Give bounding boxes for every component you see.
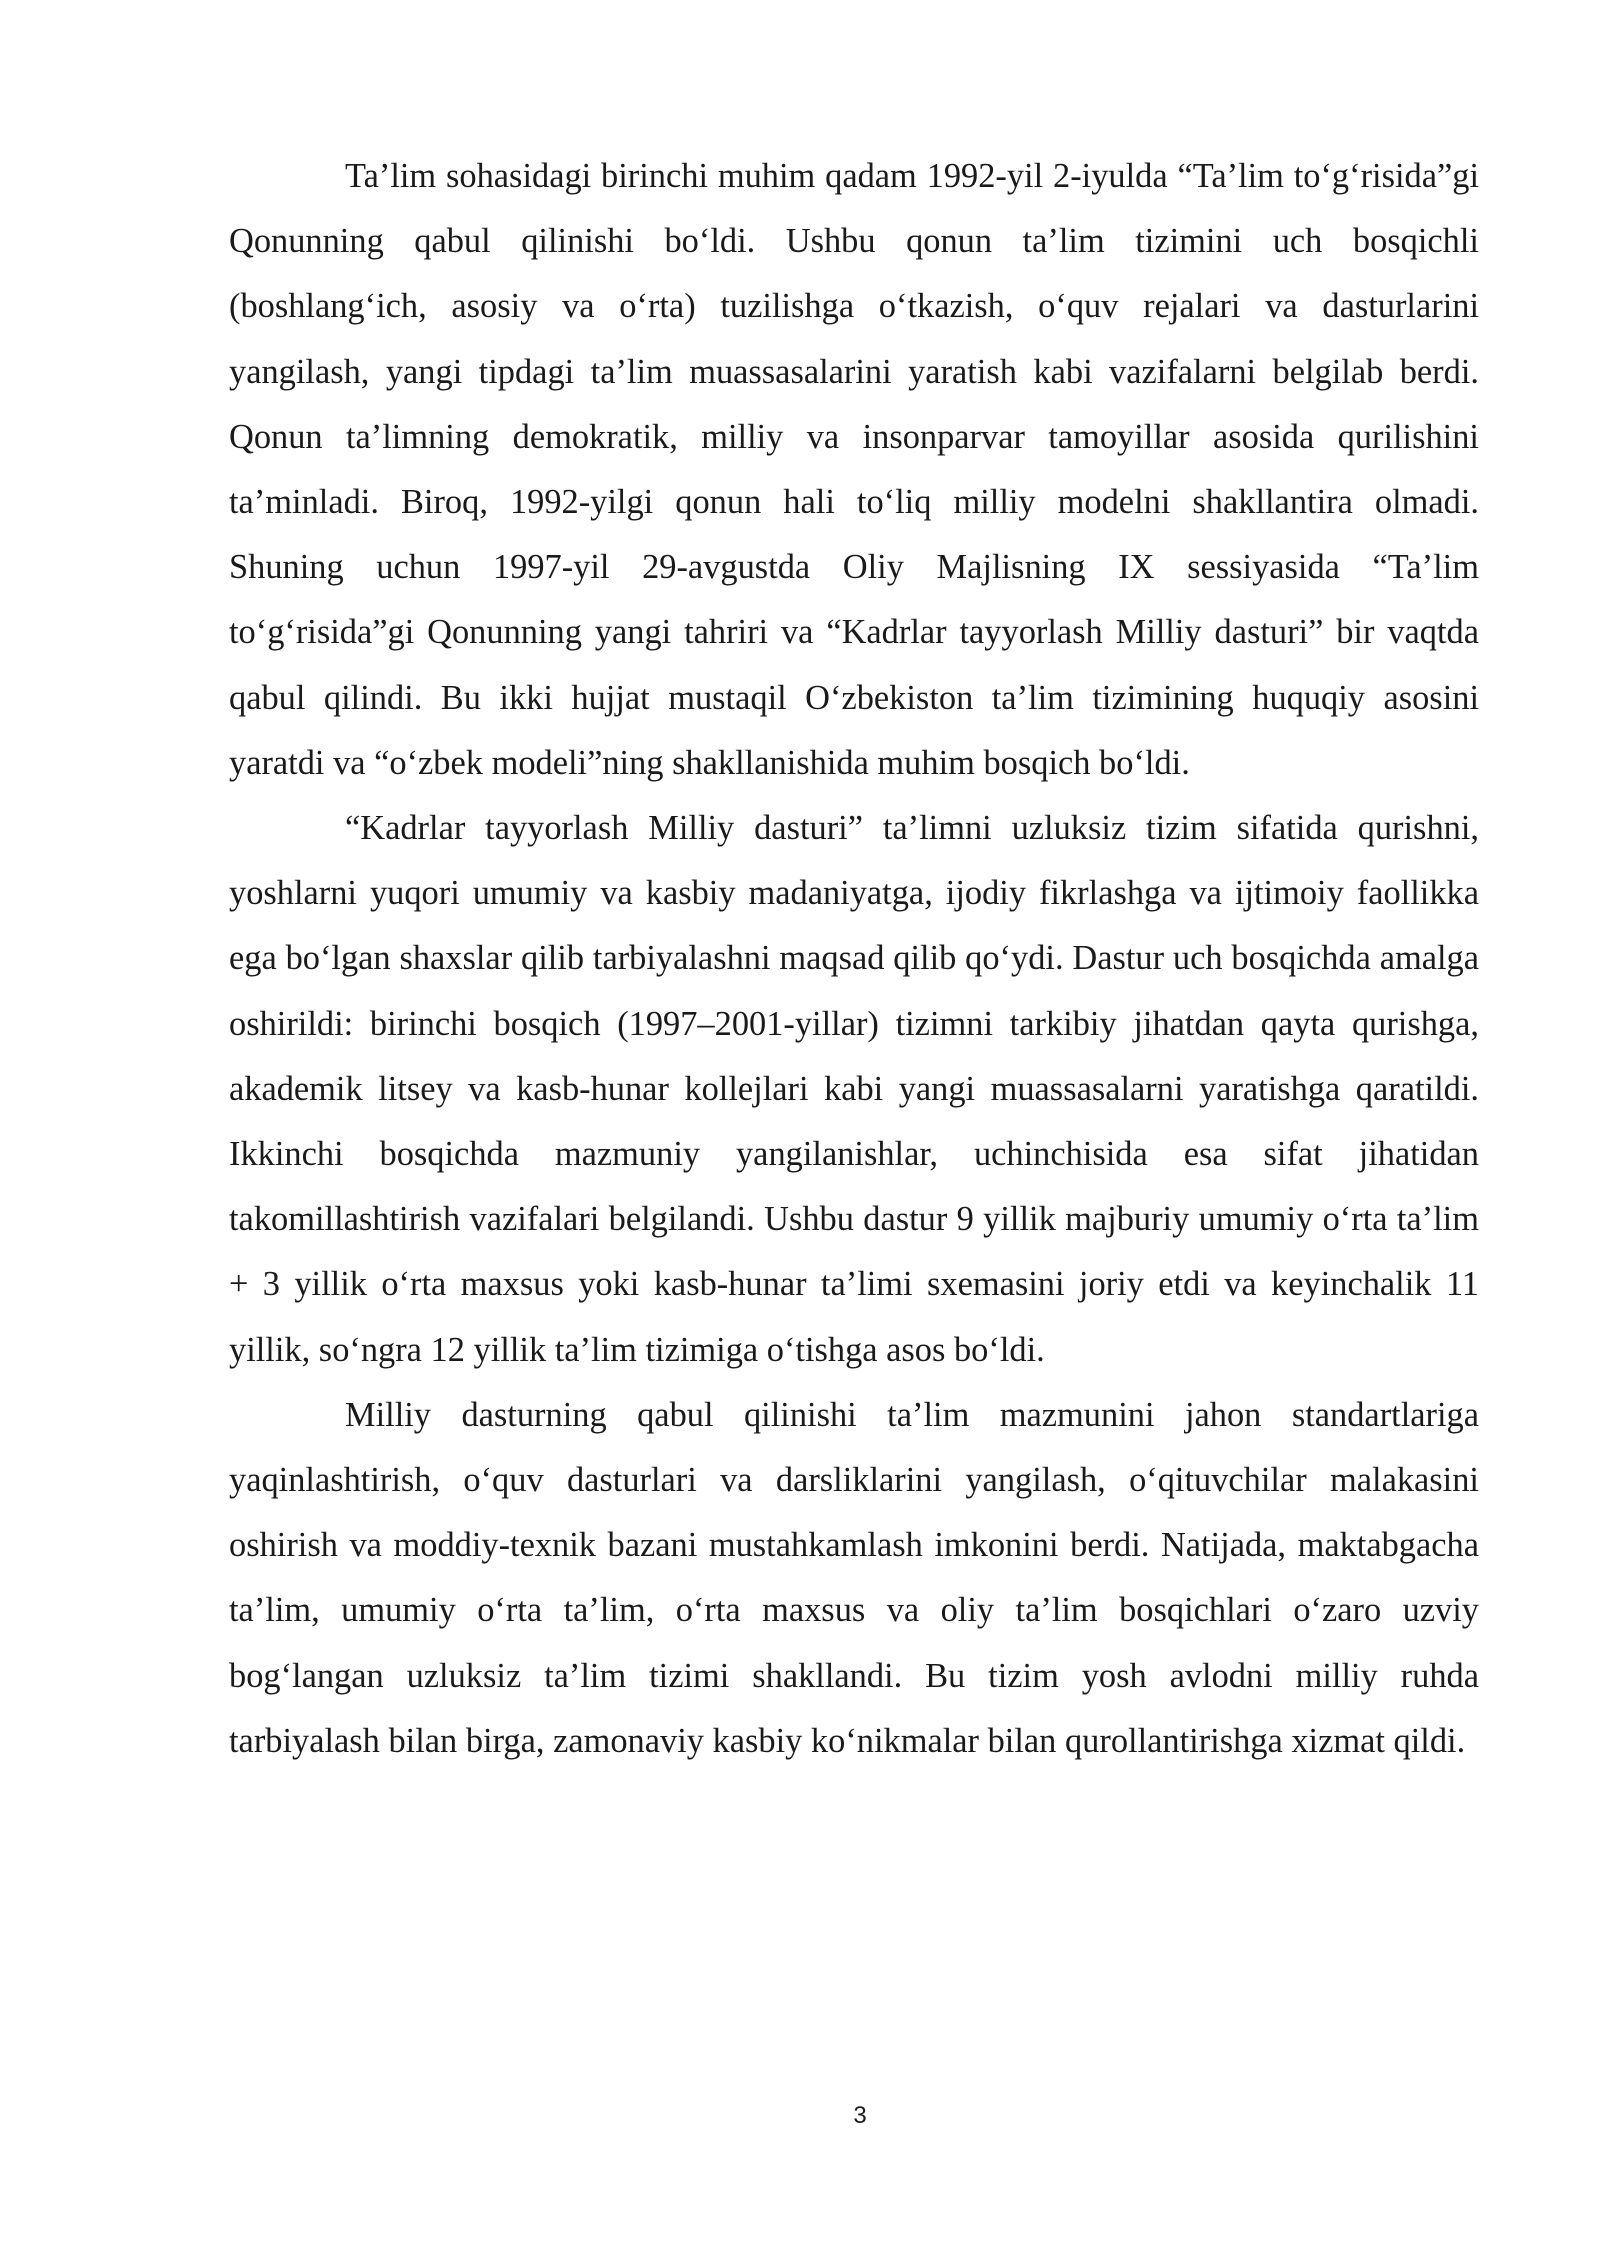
document-body (229, 144, 1479, 1774)
paragraph-2: “Kadrlar tayyorlash Milliy dasturi” ta’limni uzluksiz tizim sifatida qurishni, yoshlarni yuqori umumiy va kasbiy madaniyatga, ijodiy fikrlashga va ijtimoiy faollikka ega bo‘lgan shaxslar qilib tarbiyalashni maqsad qilib qo‘ydi. Dastur uch bosqichda amalga oshirildi: birinchi bosqich (1997–2001-yillar) tizimni tarkibiy jihatdan qayta qurishga, akademik litsey va kasb-hunar kollejlari kabi yangi muassasalarni yaratishga qaratildi. Ikkinchi bosqichda mazmuniy yangilanishlar, uchinchisida esa sifat jihatidan takomillashtirish vazifalari belgilandi. Ushbu dastur 9 yillik majburiy umumiy o‘rta ta’lim + 3 yillik o‘rta maxsus yoki kasb-hunar ta’limi sxemasini joriy etdi va keyinchalik 11 yillik, so‘ngra 12 yillik ta’lim tizimiga o‘tishga asos bo‘ldi. (229, 809, 1479, 1369)
paragraph-3: Milliy dasturning qabul qilinishi ta’lim mazmunini jahon standartlariga yaqinlashtirish, o‘quv dasturlari va darsliklarini yangilash, o‘qituvchilar malakasini oshirish va moddiy-texnik bazani mustahkamlash imkonini berdi. Natijada, maktabgacha ta’lim, umumiy o‘rta ta’lim, o‘rta maxsus va oliy ta’lim bosqichlari o‘zaro uzviy bog‘langan uzluksiz ta’lim tizimi shakllandi. Bu tizim yosh avlodni milliy ruhda tarbiyalash bilan birga, zamonaviy kasbiy ko‘nikmalar bilan qurollantirishga xizmat qildi. (229, 1395, 1479, 1760)
paragraph-1: Ta’lim sohasidagi birinchi muhim qadam 1992-yil 2-iyulda “Ta’lim to‘g‘risida”gi Qonunning qabul qilinishi bo‘ldi. Ushbu qonun ta’lim tizimini uch bosqichli (boshlang‘ich, asosiy va o‘rta) tuzilishga o‘tkazish, o‘quv rejalari va dasturlarini yangilash, yangi tipdagi ta’lim muassasalarini yaratish kabi vazifalarni belgilab berdi. Qonun ta’limning demokratik, milliy va insonparvar tamoyillar asosida qurilishini ta’minladi. Biroq, 1992-yilgi qonun hali to‘liq milliy modelni shakllantira olmadi. Shuning uchun 1997-yil 29-avgustda Oliy Majlisning IX sessiyasida “Ta’lim to‘g‘risida”gi Qonunning yangi tahriri va “Kadrlar tayyorlash Milliy dasturi” bir vaqtda qabul qilindi. Bu ikki hujjat mustaqil O‘zbekiston ta’lim tizimining huquqiy asosini yaratdi va “o‘zbek modeli”ning shakllanishida muhim bosqich bo‘ldi. (229, 157, 1479, 782)
page-number: 3 (853, 2102, 867, 2129)
